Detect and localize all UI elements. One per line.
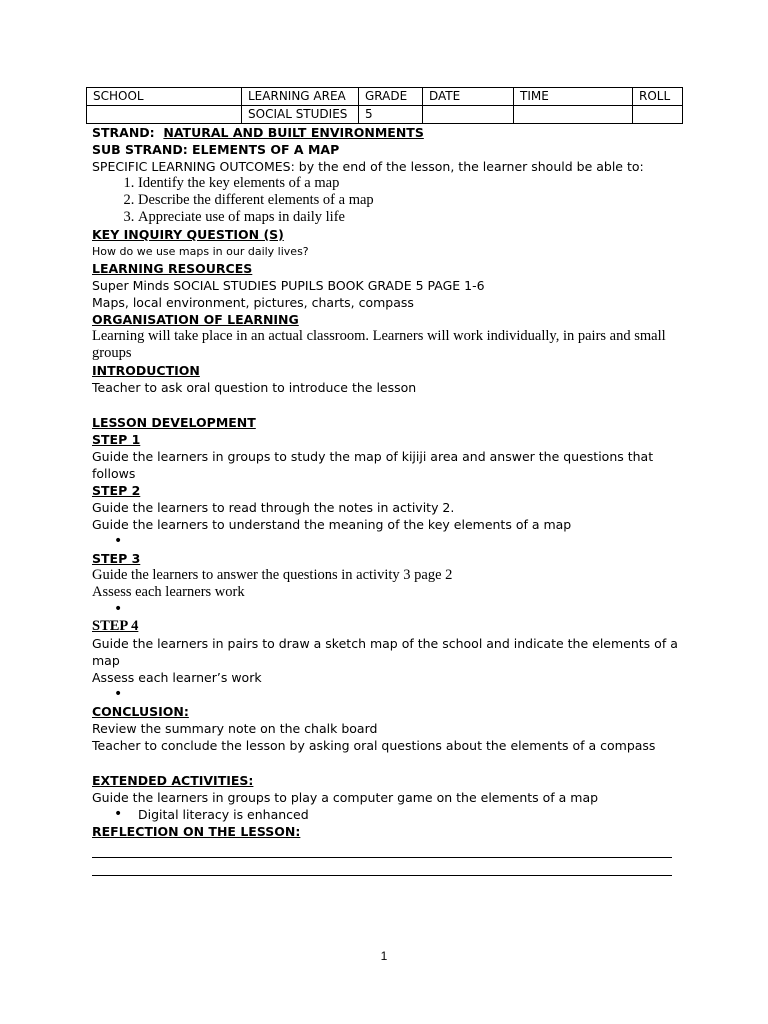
lesson-header-table (86, 87, 683, 124)
reflection-line (92, 858, 672, 876)
value-cell-grade: 5 (359, 106, 423, 124)
lesson-content (86, 124, 682, 876)
extended-text: Guide the learners in groups to play a computer game on the elements of a map (92, 790, 599, 805)
introduction-heading: INTRODUCTION (92, 363, 200, 378)
header-cell-time: TIME (514, 88, 633, 106)
introduction-text: Teacher to ask oral question to introduce the lesson (92, 380, 417, 395)
list-item (138, 601, 682, 618)
list-item (138, 533, 682, 550)
step2-heading: STEP 2 (92, 483, 141, 498)
step3-line: Guide the learners to answer the questions in activity 3 page 2 (92, 567, 453, 583)
strand-label: STRAND: (92, 125, 155, 140)
value-cell-date (423, 106, 514, 124)
organisation-heading: ORGANISATION OF LEARNING (92, 312, 299, 327)
organisation-text: Learning will take place in an actual classroom. Learners will work individually, in pairs and small groups (92, 328, 666, 361)
header-cell-learning-area: LEARNING AREA (242, 88, 359, 106)
step3-bullets (92, 601, 682, 618)
value-cell-learning-area: SOCIAL STUDIES (242, 106, 359, 124)
header-cell-school: SCHOOL (87, 88, 242, 106)
page-number: 1 (380, 949, 388, 963)
step4-text: Guide the learners in pairs to draw a sketch map of the school and indicate the elements of a map (92, 636, 678, 668)
step3-line: Assess each learners work (92, 584, 245, 600)
resources-line: Maps, local environment, pictures, charts, compass (92, 295, 414, 310)
value-cell-time (514, 106, 633, 124)
outcomes-list (92, 175, 682, 226)
step4-bullets (92, 686, 682, 703)
list-item (138, 686, 682, 703)
extended-heading: EXTENDED ACTIVITIES: (92, 773, 254, 788)
resources-heading: LEARNING RESOURCES (92, 261, 253, 276)
step1-heading: STEP 1 (92, 432, 141, 447)
sub-strand: SUB STRAND: ELEMENTS OF A MAP (92, 142, 340, 157)
lesson-development-heading: LESSON DEVELOPMENT (92, 415, 256, 430)
header-cell-date: DATE (423, 88, 514, 106)
step2-line: Guide the learners to understand the meaning of the key elements of a map (92, 517, 572, 532)
table-row (87, 106, 683, 124)
header-cell-roll: ROLL (633, 88, 683, 106)
conclusion-heading: CONCLUSION: (92, 704, 189, 719)
list-item: 3. Appreciate use of maps in daily life (138, 209, 682, 226)
step2-bullets (92, 533, 682, 550)
table-row (87, 88, 683, 106)
resources-line: Super Minds SOCIAL STUDIES PUPILS BOOK GRADE 5 PAGE 1-6 (92, 278, 485, 293)
value-cell-roll (633, 106, 683, 124)
step2-line: Guide the learners to read through the notes in activity 2. (92, 500, 455, 515)
inquiry-heading: KEY INQUIRY QUESTION (S) (92, 227, 284, 242)
conclusion-line: Teacher to conclude the lesson by asking oral questions about the elements of a compass (92, 738, 656, 753)
list-item: 1. Identify the key elements of a map (138, 175, 682, 192)
conclusion-line: Review the summary note on the chalk board (92, 721, 378, 736)
value-cell-school (87, 106, 242, 124)
list-item: 2. Describe the different elements of a map (138, 192, 682, 209)
step1-text: Guide the learners in groups to study the map of kijiji area and answer the questions that follows (92, 449, 654, 481)
step4-assess: Assess each learner’s work (92, 670, 262, 685)
step4-heading: STEP 4 (92, 618, 139, 634)
inquiry-text: How do we use maps in our daily lives? (92, 245, 309, 258)
strand-line (92, 124, 682, 141)
lesson-plan-page (86, 87, 682, 876)
list-item: • Digital literacy is enhanced (138, 806, 682, 823)
step3-heading: STEP 3 (92, 551, 141, 566)
reflection-line (92, 840, 672, 858)
reflection-heading: REFLECTION ON THE LESSON: (92, 824, 301, 839)
outcomes-intro: SPECIFIC LEARNING OUTCOMES: by the end of the lesson, the learner should be able to: (92, 159, 644, 174)
header-cell-grade: GRADE (359, 88, 423, 106)
strand-value: NATURAL AND BUILT ENVIRONMENTS (163, 125, 424, 140)
extended-bullets (92, 806, 682, 823)
